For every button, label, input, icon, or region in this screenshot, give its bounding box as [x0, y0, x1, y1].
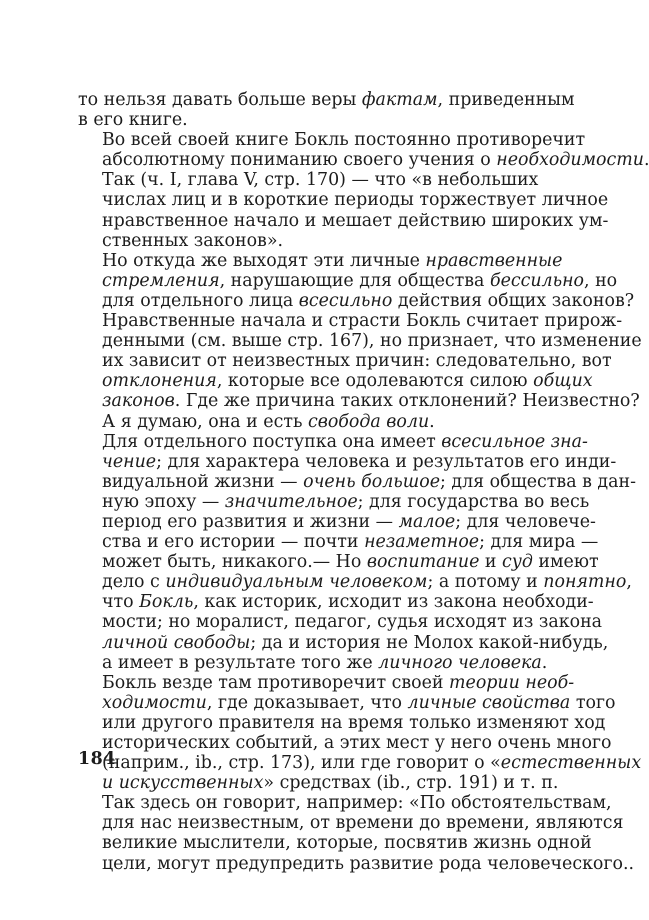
page-number: 184: [78, 749, 116, 769]
text-line: а имеет в результате того же личного человека.: [102, 652, 548, 673]
text-line: перıод его развития и жизни — малое; для человече-: [102, 511, 596, 532]
text-line: цели, могут предупредить развитие рода человеческого..: [102, 853, 635, 874]
paragraph-2: [78, 130, 649, 171]
text-line: денными (см. выше стр. 167), но признает, что изменение: [102, 331, 642, 352]
text-line: числах лиц и в короткие периоды торжествует личное: [102, 190, 609, 211]
text-line: Во всей своей книге Бокль постоянно противоречит: [102, 130, 586, 151]
text-line: для нас неизвестным, от времени до времени, являются: [102, 813, 624, 834]
text-line: в его книге.: [78, 110, 188, 131]
text-line: Так здесь он говорит, например: «По обстоятельствам,: [102, 793, 612, 814]
text-line: Бокль везде там противоречит своей теории необ-: [102, 672, 575, 693]
text-line: их зависит от неизвестных причин: следовательно, вот: [102, 351, 612, 372]
text-line: Нравственные начала и страсти Бокль считает прирож-: [102, 311, 623, 332]
text-line: для отдельного лица всесильно действия общих законов?: [102, 290, 635, 311]
text-line: исторических событий, а этих мест у него очень много: [102, 733, 612, 753]
text-line: может быть, никакого.— Но воспитание и суд имеют: [102, 552, 599, 573]
text-line: то нельзя давать больше веры фактам, приведенным: [78, 90, 575, 110]
text-line: отклонения, которые все одолеваются силою общих: [102, 371, 593, 392]
text-line: ственных законов».: [102, 230, 284, 251]
book-page-text: [78, 90, 649, 874]
text-line: видуальной жизни — очень большое; для общества в дан-: [102, 471, 636, 492]
text-line: нравственное начало и мешает действию широких ум-: [102, 210, 609, 231]
text-line: мости; но моралист, педагог, судья исходят из закона: [102, 612, 603, 633]
text-line: А я думаю, она и есть свобода воли.: [102, 411, 435, 432]
text-line: ходимости, где доказывает, что личные свойства того: [102, 692, 616, 713]
text-line: и искусственных» средствах (ib., стр. 191) и т. п.: [102, 773, 559, 794]
text-line: (наприм., ib., стр. 173), или где говорит о «естественных: [102, 753, 642, 774]
text-line: ства и его истории — почти незаметное; для мира —: [102, 532, 599, 553]
text-line: ную эпоху — значительное; для государства во весь: [102, 491, 590, 512]
text-line: или другого правителя на время только изменяют ход: [102, 712, 606, 733]
text-line: великие мыслители, которые, посвятив жизнь одной: [102, 833, 592, 854]
text-line: Но откуда же выходят эти личные нравственные: [102, 250, 563, 271]
paragraph-4: [78, 250, 642, 432]
text-line: что Бокль, как историк, исходит из закона необходи-: [102, 592, 594, 613]
text-line: Для отдельного поступка она имеет всесильное зна-: [102, 431, 588, 452]
text-line: абсолютному пониманию своего учения о необходимости.: [102, 150, 649, 171]
paragraph-5: [78, 431, 636, 673]
paragraph-6: [78, 672, 642, 794]
text-line: дело с индивидуальным человеком; а потому и понятно,: [102, 572, 632, 593]
text-line: стремления, нарушающие для общества бессильно, но: [102, 270, 618, 291]
paragraph-7: [78, 793, 635, 874]
text-line: законов. Где же причина таких отклонений? Неизвестно?: [102, 391, 640, 412]
paragraph-3: [78, 170, 609, 251]
text-line: личной свободы; да и история не Молох какой-нибудь,: [102, 632, 609, 653]
paragraph-1: [78, 90, 575, 131]
text-line: чение; для характера человека и результатов его инди-: [102, 451, 617, 472]
text-line: Так (ч. I, глава V, стр. 170) — что «в небольших: [102, 170, 539, 191]
